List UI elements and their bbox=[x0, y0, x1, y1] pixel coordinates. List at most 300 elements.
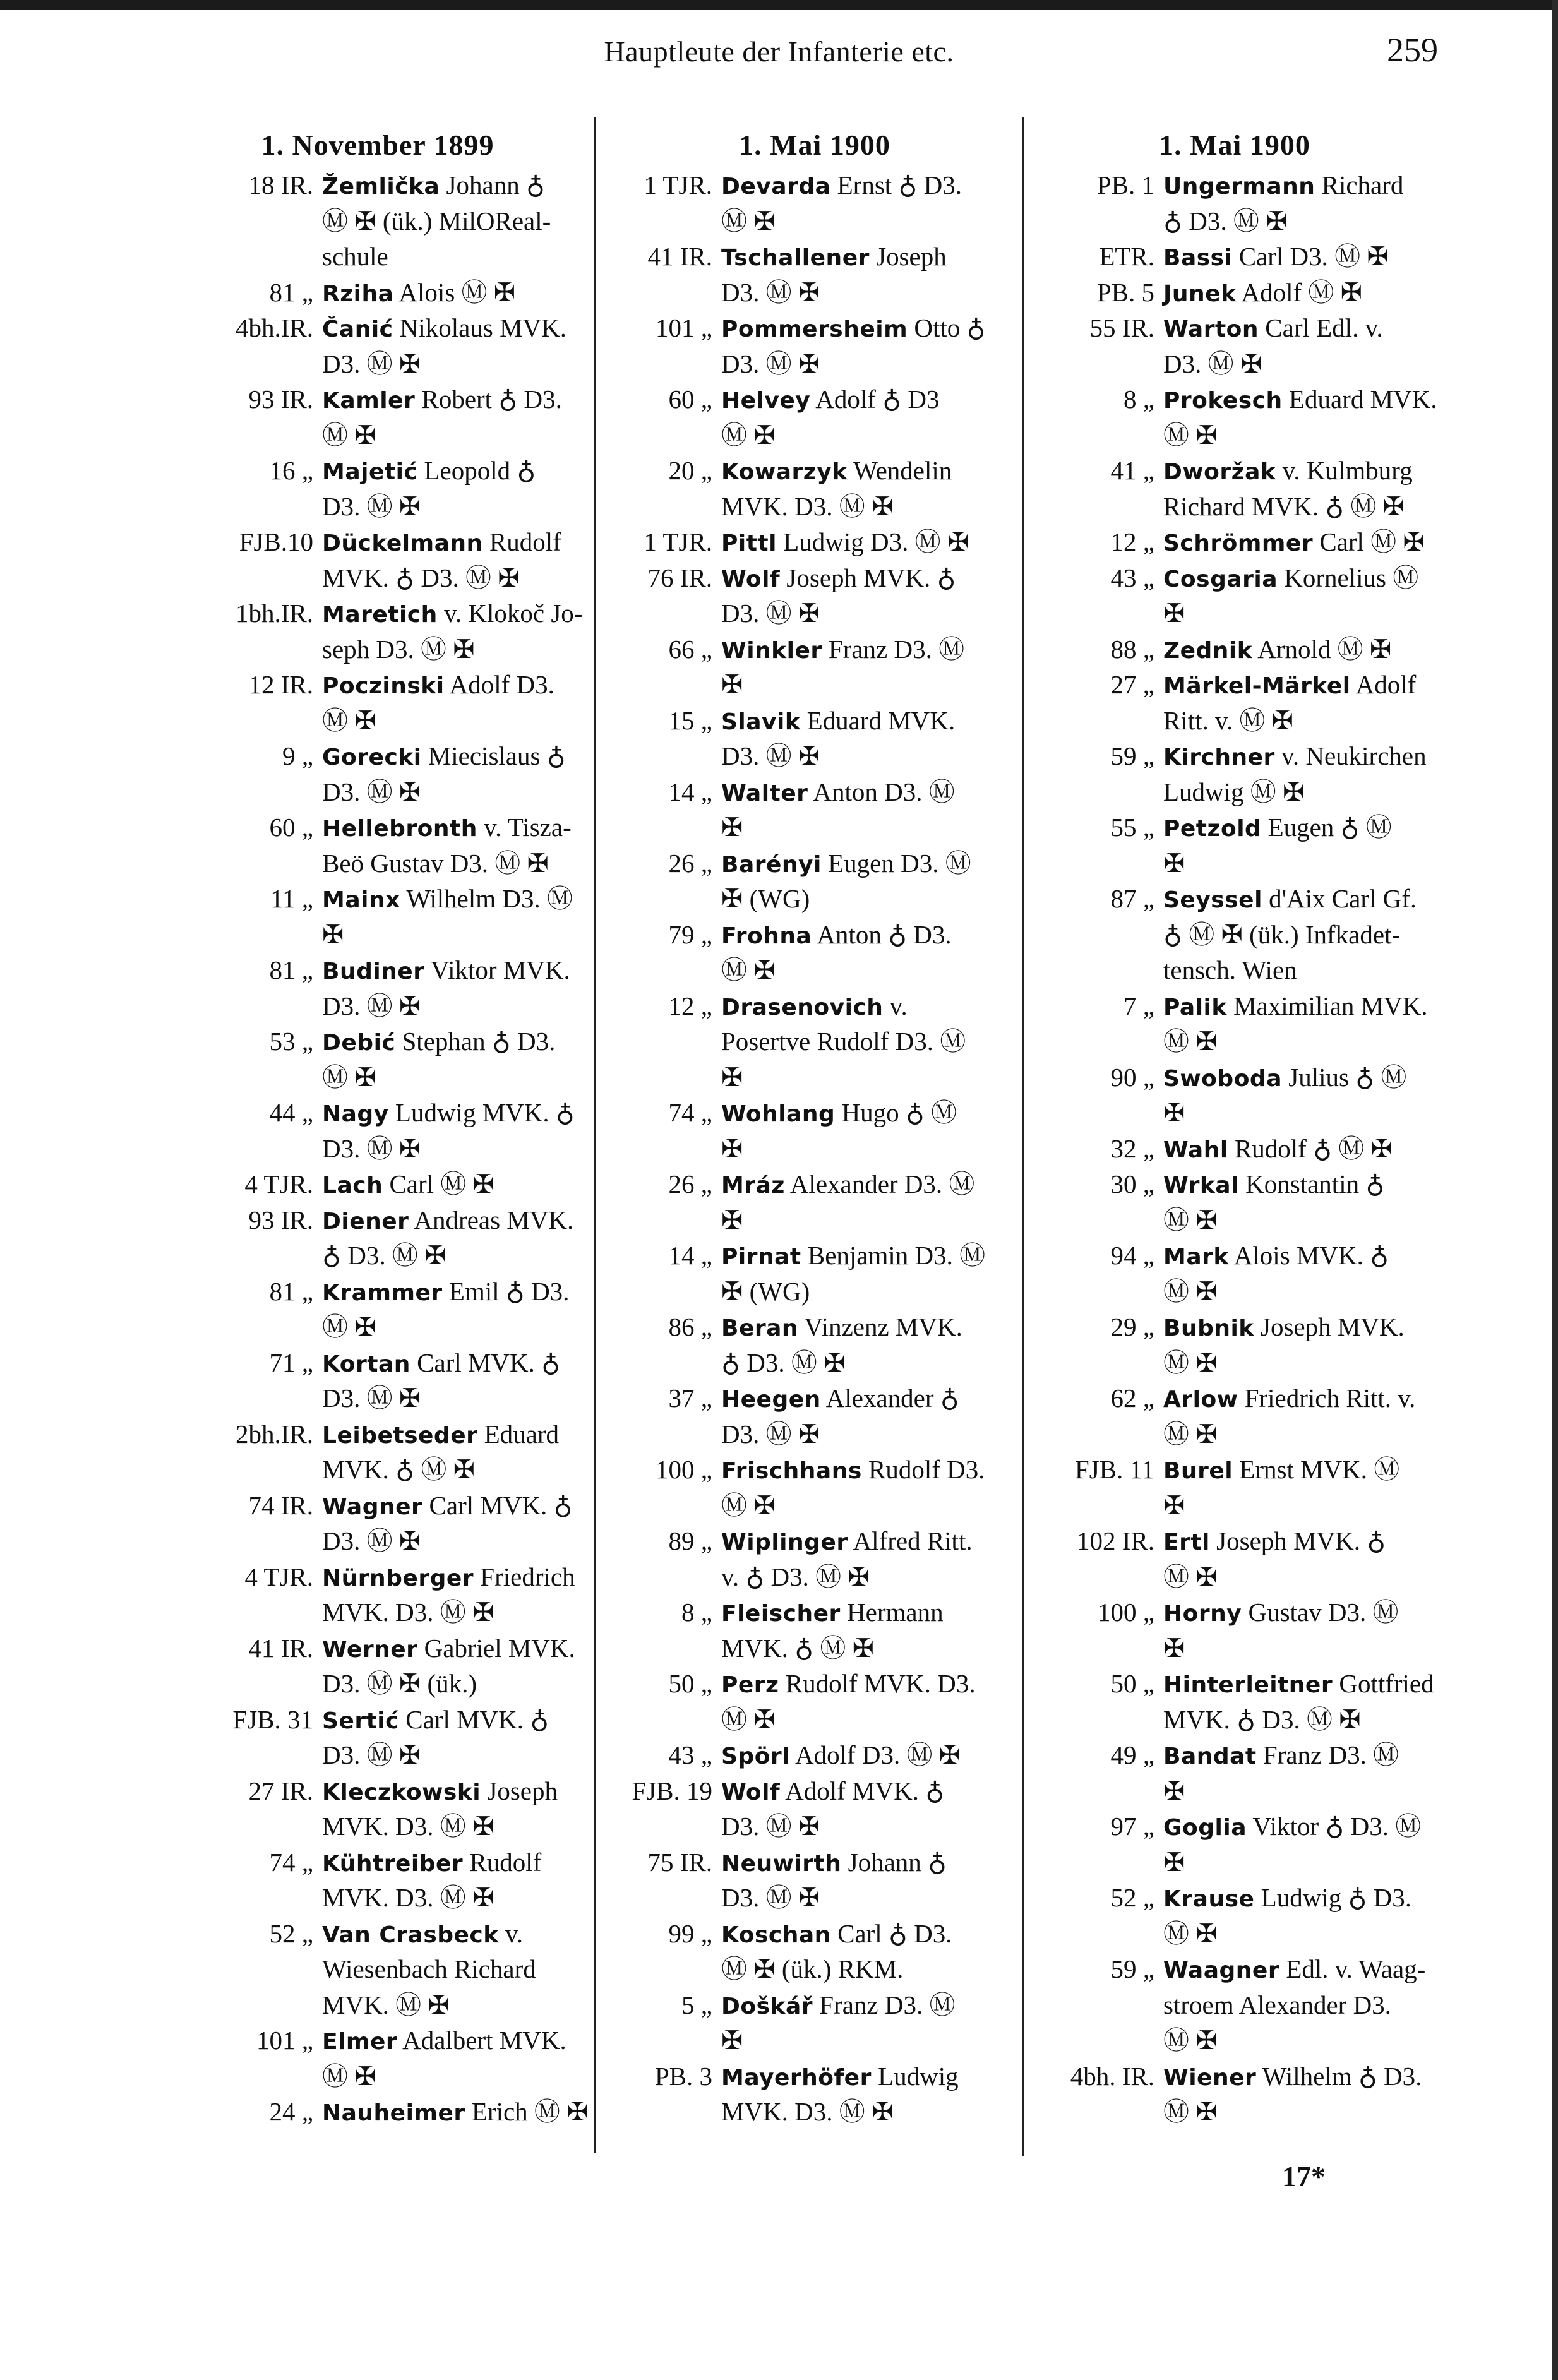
surname: Frischhans bbox=[721, 1458, 862, 1484]
entry-continuation: D3. Ⓜ ✠ bbox=[322, 349, 421, 378]
unit-designation: 81 „ bbox=[269, 277, 313, 307]
unit-designation: 62 „ bbox=[1110, 1384, 1154, 1413]
officer-name bbox=[1163, 167, 1434, 203]
roster-entry bbox=[1036, 1737, 1434, 1809]
roster-entry bbox=[169, 275, 586, 311]
roster-entry bbox=[1036, 988, 1434, 1060]
name-remainder: Wilhelm ♁ D3. bbox=[1256, 2061, 1422, 2091]
roster-entry bbox=[169, 667, 586, 738]
entry-line bbox=[1036, 631, 1434, 667]
entry-line bbox=[1036, 1987, 1434, 2023]
entry-continuation: ✠ bbox=[1163, 1776, 1185, 1805]
surname: Bassi bbox=[1163, 245, 1233, 271]
entry-line bbox=[1036, 1630, 1434, 1666]
name-remainder: Viktor MVK. bbox=[424, 955, 570, 984]
entry-line bbox=[606, 1630, 1023, 1666]
surname: Rziha bbox=[322, 280, 394, 307]
entry-continuation: D3. Ⓜ ✠ bbox=[721, 277, 820, 307]
entry-line bbox=[169, 1024, 586, 1060]
entry-line bbox=[169, 1809, 586, 1845]
entry-continuation: ✠ bbox=[1163, 1847, 1185, 1877]
entry-continuation: ✠ bbox=[721, 1205, 743, 1235]
entry-line bbox=[606, 524, 1023, 560]
unit-designation: 75 IR. bbox=[647, 1847, 712, 1877]
name-remainder: Rudolf ♁ Ⓜ ✠ bbox=[1228, 1133, 1393, 1163]
entry-continuation: Ⓜ ✠ bbox=[1163, 2026, 1218, 2055]
entry-line bbox=[606, 1845, 1023, 1881]
name-remainder: Carl Ⓜ ✠ bbox=[383, 1169, 494, 1199]
entry-line bbox=[606, 810, 1023, 846]
roster-entry bbox=[169, 1095, 586, 1166]
surname: Nagy bbox=[322, 1101, 389, 1127]
unit-designation: 53 „ bbox=[269, 1027, 313, 1056]
unit-designation: 50 „ bbox=[668, 1669, 712, 1698]
entry-line bbox=[606, 1452, 1023, 1488]
name-remainder: v. bbox=[498, 1918, 524, 1948]
roster-entry bbox=[606, 703, 1023, 774]
entry-continuation: ✠ bbox=[1163, 1633, 1185, 1663]
entry-list bbox=[606, 167, 1023, 2130]
entry-line bbox=[606, 1916, 1023, 1952]
officer-name bbox=[1163, 631, 1434, 667]
entry-line bbox=[169, 1452, 586, 1488]
surname: Schrömmer bbox=[1163, 530, 1314, 556]
name-remainder: Rudolf bbox=[463, 1847, 542, 1877]
scan-top-edge bbox=[0, 0, 1558, 10]
surname: Spörl bbox=[721, 1743, 791, 1769]
roster-entry bbox=[606, 846, 1023, 917]
surname: Zednik bbox=[1163, 637, 1253, 664]
name-remainder: Gabriel MVK. bbox=[417, 1633, 575, 1663]
name-remainder: Adalbert MVK. bbox=[397, 2026, 566, 2055]
roster-entry bbox=[606, 1309, 1023, 1380]
entry-continuation: Ⓜ ✠ bbox=[1163, 1205, 1218, 1235]
roster-entry bbox=[169, 1773, 586, 1845]
name-remainder: Franz D3. Ⓜ bbox=[1256, 1740, 1399, 1769]
name-remainder: Rudolf MVK. D3. bbox=[779, 1669, 976, 1698]
entry-line bbox=[169, 1559, 586, 1595]
column-date-heading: 1. Mai 1900 bbox=[1159, 129, 1310, 161]
entry-line bbox=[169, 2023, 586, 2059]
officer-name bbox=[322, 524, 586, 560]
surname: Devarda bbox=[721, 174, 831, 200]
officer-name bbox=[721, 1309, 1023, 1345]
entry-line bbox=[1036, 1809, 1434, 1845]
name-remainder: Eduard MVK. bbox=[1282, 385, 1437, 414]
entry-continuation: ✠ bbox=[1163, 599, 1185, 628]
unit-designation: 87 „ bbox=[1110, 884, 1154, 913]
name-remainder: Ludwig ♁ D3. bbox=[1254, 1883, 1412, 1912]
officer-name bbox=[1163, 1166, 1434, 1202]
entry-line bbox=[169, 667, 586, 703]
entry-continuation: Ⓜ ✠ bbox=[322, 1312, 376, 1341]
officer-name bbox=[1163, 667, 1434, 703]
unit-designation: 7 „ bbox=[1124, 991, 1154, 1020]
unit-designation: PB. 5 bbox=[1096, 277, 1154, 307]
entry-continuation: D3. Ⓜ ✠ bbox=[721, 599, 820, 628]
roster-entry bbox=[169, 381, 586, 453]
name-remainder: Arnold Ⓜ ✠ bbox=[1252, 634, 1392, 664]
entry-continuation: Ⓜ ✠ bbox=[1163, 1348, 1218, 1377]
unit-designation: 29 „ bbox=[1110, 1312, 1154, 1341]
name-remainder: Miecislaus ♁ bbox=[421, 741, 566, 770]
entry-line bbox=[169, 1773, 586, 1809]
entry-line bbox=[169, 631, 586, 667]
officer-name bbox=[322, 1845, 586, 1881]
officer-name bbox=[322, 595, 586, 631]
entry-line bbox=[1036, 2059, 1434, 2095]
entry-continuation: ✠ bbox=[721, 2026, 743, 2055]
unit-designation: 81 „ bbox=[269, 1276, 313, 1306]
entry-line bbox=[1036, 1559, 1434, 1595]
entry-line bbox=[606, 1987, 1023, 2023]
unit-designation: 32 „ bbox=[1110, 1133, 1154, 1163]
officer-name bbox=[322, 1488, 586, 1524]
roster-entry bbox=[169, 1416, 586, 1488]
name-remainder: Gottfried bbox=[1333, 1669, 1434, 1698]
officer-name bbox=[322, 1916, 586, 1952]
entry-line bbox=[1036, 560, 1434, 596]
name-remainder: Joseph bbox=[869, 242, 947, 271]
entry-line bbox=[606, 489, 1023, 525]
name-remainder: Robert ♁ D3. bbox=[415, 385, 562, 414]
entry-line bbox=[1036, 1060, 1434, 1096]
surname: Seyssel bbox=[1163, 887, 1262, 913]
name-remainder: Alois MVK. ♁ bbox=[1228, 1241, 1389, 1270]
roster-entry bbox=[1036, 239, 1434, 275]
officer-name bbox=[322, 310, 586, 346]
officer-name bbox=[721, 524, 1023, 560]
entry-line bbox=[606, 560, 1023, 596]
officer-name bbox=[721, 1594, 1023, 1630]
roster-entry bbox=[169, 1166, 586, 1202]
entry-continuation: Ⓜ ✠ bbox=[322, 420, 376, 450]
unit-designation: 90 „ bbox=[1110, 1062, 1154, 1092]
unit-designation: 5 „ bbox=[681, 1990, 712, 2019]
entry-continuation: Ⓜ ✠ bbox=[1163, 2097, 1218, 2126]
scan-right-edge bbox=[1552, 0, 1558, 2380]
name-remainder: Nikolaus MVK. bbox=[393, 313, 566, 342]
surname: Mainx bbox=[322, 887, 400, 913]
unit-designation: 89 „ bbox=[668, 1526, 712, 1555]
surname: Ertl bbox=[1163, 1529, 1210, 1555]
officer-name bbox=[322, 881, 586, 917]
name-remainder: Alexander D3. Ⓜ bbox=[784, 1169, 975, 1199]
entry-continuation: MVK. D3. Ⓜ ✠ bbox=[721, 2097, 894, 2126]
name-remainder: Johann ♁ bbox=[841, 1847, 947, 1877]
unit-designation: 55 „ bbox=[1110, 813, 1154, 842]
unit-designation: 101 „ bbox=[256, 2026, 313, 2055]
surname: Horny bbox=[1163, 1601, 1242, 1627]
officer-name bbox=[1163, 1131, 1434, 1167]
name-remainder: Kornelius Ⓜ bbox=[1278, 563, 1419, 592]
unit-designation: FJB. 31 bbox=[232, 1704, 313, 1734]
entry-line bbox=[1036, 417, 1434, 453]
entry-line bbox=[1036, 453, 1434, 489]
entry-line bbox=[606, 631, 1023, 667]
entry-continuation: MVK. ♁ D3. Ⓜ ✠ bbox=[1163, 1704, 1361, 1734]
unit-designation: 60 „ bbox=[668, 385, 712, 414]
unit-designation: 41 IR. bbox=[647, 242, 712, 271]
name-remainder: Ludwig D3. Ⓜ ✠ bbox=[776, 527, 969, 556]
unit-designation: 8 „ bbox=[681, 1598, 712, 1627]
surname: Bandat bbox=[1163, 1743, 1257, 1769]
entry-line bbox=[169, 1666, 586, 1702]
roster-entry bbox=[169, 1702, 586, 1773]
entry-continuation: ✠ bbox=[1163, 1098, 1185, 1127]
name-remainder: Friedrich bbox=[474, 1562, 575, 1591]
column-2 bbox=[606, 123, 1023, 2130]
surname: Beran bbox=[721, 1315, 799, 1341]
unit-designation: 4 TJR. bbox=[244, 1169, 313, 1199]
unit-designation: 2bh.IR. bbox=[236, 1419, 313, 1449]
entry-line bbox=[1036, 275, 1434, 311]
entry-line bbox=[169, 1274, 586, 1310]
unit-designation: 88 „ bbox=[1110, 634, 1154, 664]
surname: Kühtreiber bbox=[322, 1850, 464, 1877]
column-date-heading: 1. November 1899 bbox=[261, 129, 494, 161]
officer-name bbox=[322, 1773, 586, 1809]
unit-designation: 100 „ bbox=[656, 1455, 712, 1484]
officer-name bbox=[721, 2059, 1023, 2095]
entry-continuation: ✠ bbox=[1163, 848, 1185, 878]
surname: Cosgaria bbox=[1163, 566, 1278, 592]
officer-name bbox=[1163, 1951, 1434, 1987]
entry-line bbox=[606, 1666, 1023, 1702]
name-remainder: v. bbox=[883, 991, 908, 1020]
entry-line bbox=[606, 1488, 1023, 1524]
name-remainder: Wendelin bbox=[847, 456, 952, 485]
entry-continuation: MVK. D3. Ⓜ ✠ bbox=[721, 491, 894, 521]
entry-line bbox=[1036, 1523, 1434, 1559]
unit-designation: 43 „ bbox=[668, 1740, 712, 1769]
officer-name bbox=[322, 1166, 586, 1202]
entry-line bbox=[606, 1274, 1023, 1310]
officer-name bbox=[1163, 881, 1434, 917]
entry-line bbox=[606, 1416, 1023, 1452]
entry-line bbox=[169, 881, 586, 917]
roster-entry bbox=[1036, 381, 1437, 453]
entry-line bbox=[1036, 1380, 1434, 1416]
entry-continuation: Ⓜ ✠ bbox=[1163, 1419, 1218, 1449]
name-remainder: Julius ♁ Ⓜ bbox=[1281, 1062, 1407, 1092]
entry-line bbox=[1036, 1345, 1434, 1381]
entry-line bbox=[1036, 703, 1434, 739]
entry-continuation: D3. Ⓜ ✠ bbox=[322, 1384, 421, 1413]
unit-designation: 15 „ bbox=[668, 705, 712, 735]
surname: Arlow bbox=[1163, 1387, 1238, 1413]
roster-entry bbox=[169, 1202, 586, 1274]
entry-continuation: ✠ (WG) bbox=[721, 884, 810, 913]
entry-line bbox=[1036, 2094, 1434, 2130]
unit-designation: 27 IR. bbox=[248, 1776, 313, 1805]
surname: Heegen bbox=[721, 1387, 821, 1413]
name-remainder: Rudolf D3. bbox=[861, 1455, 985, 1484]
entry-line bbox=[169, 524, 586, 560]
officer-name bbox=[322, 1702, 586, 1738]
unit-designation: 27 „ bbox=[1110, 670, 1154, 699]
entry-continuation: Ⓜ ✠ bbox=[721, 955, 776, 984]
name-remainder: Emil ♁ D3. bbox=[442, 1276, 570, 1306]
officer-name bbox=[322, 1024, 586, 1060]
entry-continuation: Ⓜ ✠ bbox=[721, 1704, 776, 1734]
officer-name bbox=[721, 1845, 1023, 1881]
surname: Neuwirth bbox=[721, 1850, 842, 1877]
officer-name bbox=[1163, 1380, 1434, 1416]
entry-continuation: Ⓜ ✠ bbox=[1163, 1918, 1218, 1948]
entry-continuation: ♁ D3. Ⓜ ✠ bbox=[1163, 206, 1288, 236]
entry-line bbox=[606, 703, 1023, 739]
unit-designation: 4bh. IR. bbox=[1070, 2061, 1154, 2091]
unit-designation: 79 „ bbox=[668, 919, 712, 949]
entry-line bbox=[169, 1202, 586, 1238]
surname: Wolf bbox=[721, 1779, 781, 1805]
entry-continuation: D3. Ⓜ ✠ bbox=[721, 1883, 820, 1912]
officer-name bbox=[721, 1452, 1023, 1488]
entry-continuation: ✠ (WG) bbox=[721, 1276, 810, 1306]
surname: Čanić bbox=[322, 316, 393, 342]
entry-line bbox=[169, 703, 586, 739]
entry-line bbox=[606, 1131, 1023, 1167]
surname: Debić bbox=[322, 1030, 396, 1056]
unit-designation: 1bh.IR. bbox=[236, 599, 313, 628]
roster-entry bbox=[169, 1488, 586, 1559]
entry-line bbox=[606, 881, 1023, 917]
roster-entry bbox=[1036, 810, 1434, 881]
officer-name bbox=[1163, 560, 1434, 596]
entry-continuation: Ⓜ ✠ (ük.) RKM. bbox=[721, 1954, 904, 1983]
entry-line bbox=[606, 2059, 1023, 2095]
entry-line bbox=[1036, 917, 1434, 953]
officer-name bbox=[721, 381, 1023, 417]
entry-line bbox=[606, 203, 1023, 239]
entry-continuation: D3. Ⓜ ✠ (ük.) bbox=[322, 1669, 477, 1698]
roster-entry bbox=[606, 167, 1023, 239]
surname: Leibetseder bbox=[322, 1422, 478, 1449]
name-remainder: Eduard MVK. bbox=[800, 705, 956, 735]
entry-line bbox=[1036, 1916, 1434, 1952]
name-remainder: Hugo ♁ Ⓜ bbox=[835, 1098, 957, 1127]
officer-name bbox=[721, 1737, 1023, 1773]
officer-name bbox=[1163, 738, 1434, 774]
entry-line bbox=[606, 275, 1023, 311]
unit-designation: 71 „ bbox=[269, 1348, 313, 1377]
roster-entry bbox=[606, 1380, 1023, 1452]
entry-line bbox=[606, 1345, 1023, 1381]
entry-line bbox=[169, 1238, 586, 1274]
entry-line bbox=[1036, 1309, 1434, 1345]
entry-continuation: D3. Ⓜ ✠ bbox=[721, 1419, 820, 1449]
surname: Wrkal bbox=[1163, 1173, 1239, 1199]
entry-continuation: D3. Ⓜ ✠ bbox=[322, 1526, 421, 1555]
unit-designation: 59 „ bbox=[1110, 1954, 1154, 1983]
name-remainder: Carl MVK. ♁ bbox=[422, 1490, 573, 1520]
name-remainder: Carl ♁ D3. bbox=[830, 1918, 952, 1948]
officer-name bbox=[721, 631, 1023, 667]
officer-name bbox=[322, 275, 586, 311]
officer-name bbox=[721, 1166, 1023, 1202]
name-remainder: Carl Edl. v. bbox=[1259, 313, 1383, 342]
entry-continuation: Ⓜ ✠ bbox=[1163, 1027, 1218, 1056]
entry-continuation: schule bbox=[322, 242, 388, 271]
officer-name bbox=[322, 952, 586, 988]
name-remainder: Anton D3. Ⓜ bbox=[808, 777, 955, 806]
entry-line bbox=[606, 2094, 1023, 2130]
name-remainder: Ludwig bbox=[871, 2061, 959, 2091]
surname: Walter bbox=[721, 780, 808, 806]
entry-line bbox=[169, 738, 586, 774]
roster-entry bbox=[169, 810, 586, 881]
surname: Van Crasbeck bbox=[322, 1922, 499, 1948]
surname: Diener bbox=[322, 1208, 409, 1235]
entry-line bbox=[1036, 667, 1434, 703]
entry-continuation: Ludwig Ⓜ ✠ bbox=[1163, 777, 1305, 806]
entry-line bbox=[169, 239, 586, 275]
surname: Žemlička bbox=[322, 174, 440, 200]
entry-line bbox=[606, 1594, 1023, 1630]
name-remainder: Joseph bbox=[481, 1776, 558, 1805]
roster-entry bbox=[169, 2023, 586, 2094]
name-remainder: Carl MVK. ♁ bbox=[410, 1348, 561, 1377]
entry-line bbox=[606, 346, 1023, 382]
entry-line bbox=[1036, 1845, 1434, 1881]
officer-name bbox=[1163, 1880, 1434, 1916]
unit-designation: 86 „ bbox=[668, 1312, 712, 1341]
name-remainder: Joseph MVK. ♁ bbox=[1209, 1526, 1386, 1555]
roster-entry bbox=[1036, 1666, 1434, 1737]
entry-line bbox=[606, 595, 1023, 631]
column-rule-left bbox=[594, 117, 596, 2153]
entry-line bbox=[1036, 489, 1434, 525]
entry-continuation: Posertve Rudolf D3. Ⓜ bbox=[721, 1027, 966, 1056]
entry-line bbox=[169, 1916, 586, 1952]
entry-line bbox=[1036, 2023, 1434, 2059]
entry-continuation: D3. Ⓜ ✠ bbox=[721, 349, 820, 378]
roster-entry bbox=[1036, 1594, 1434, 1666]
entry-line bbox=[1036, 1488, 1434, 1524]
entry-line bbox=[606, 417, 1023, 453]
unit-designation: 94 „ bbox=[1110, 1241, 1154, 1270]
roster-entry bbox=[1036, 1951, 1434, 2059]
entry-continuation: tensch. Wien bbox=[1163, 955, 1297, 984]
entry-line bbox=[169, 846, 586, 882]
entry-continuation: Ⓜ ✠ bbox=[721, 1490, 776, 1520]
entry-line bbox=[606, 1702, 1023, 1738]
entry-line bbox=[169, 774, 586, 810]
roster-entry bbox=[606, 524, 1023, 560]
roster-entry bbox=[169, 167, 586, 275]
roster-entry bbox=[1036, 1809, 1434, 1880]
surname: Goglia bbox=[1163, 1815, 1247, 1841]
roster-entry bbox=[606, 1773, 1023, 1845]
entry-line bbox=[1036, 988, 1434, 1024]
unit-designation: 1 TJR. bbox=[644, 170, 712, 200]
name-remainder: v. Kulmburg bbox=[1276, 456, 1413, 485]
entry-line bbox=[1036, 738, 1434, 774]
entry-continuation: ♁ D3. Ⓜ ✠ bbox=[322, 1241, 446, 1270]
name-remainder: Hermann bbox=[840, 1598, 944, 1627]
name-remainder: Adolf D3. Ⓜ ✠ bbox=[790, 1740, 961, 1769]
entry-continuation: D3. Ⓜ ✠ bbox=[322, 991, 421, 1020]
entry-line bbox=[606, 1202, 1023, 1238]
roster-entry bbox=[1036, 524, 1434, 560]
surname: Burel bbox=[1163, 1458, 1233, 1484]
entry-continuation: D3. Ⓜ ✠ bbox=[322, 1133, 421, 1163]
officer-name bbox=[322, 2094, 589, 2130]
unit-designation: 60 „ bbox=[269, 813, 313, 842]
entry-continuation: D3. Ⓜ ✠ bbox=[721, 1812, 820, 1841]
entry-line bbox=[606, 1559, 1023, 1595]
